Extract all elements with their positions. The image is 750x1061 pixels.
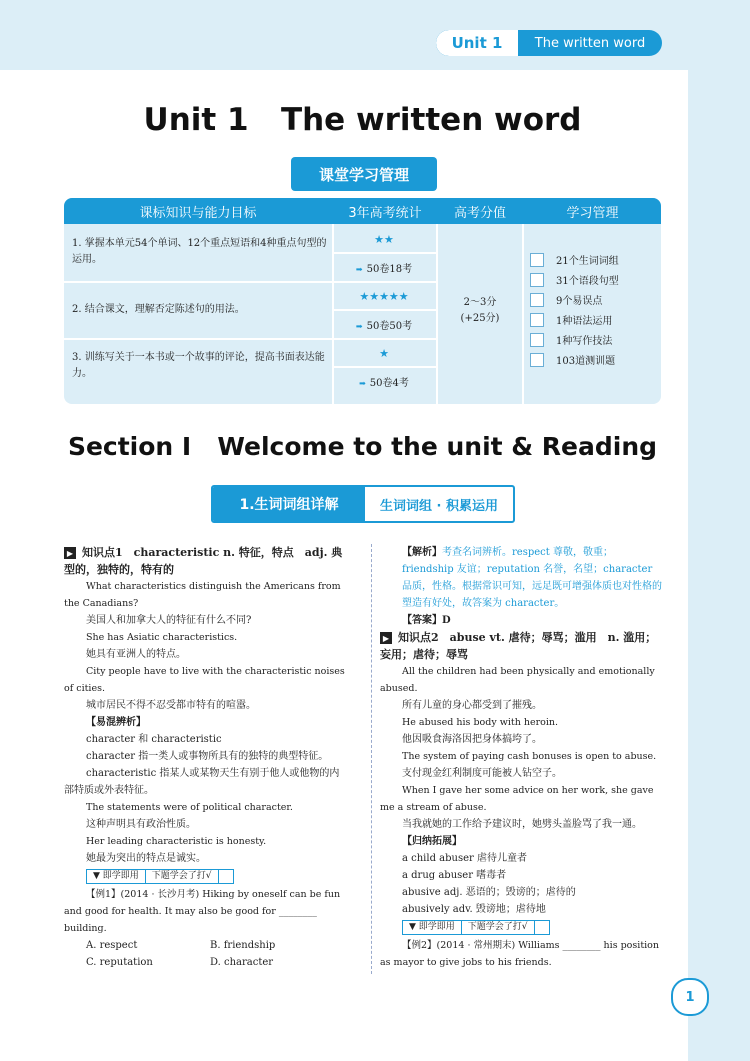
knowledge-point-1: [64, 544, 348, 578]
right-strip: [688, 0, 750, 1061]
exam-count-text: 50卷50考: [366, 321, 413, 332]
arrow-icon: ➡: [355, 265, 363, 274]
example-sentence: All the children had been physically and emotionally abused.: [380, 666, 655, 694]
knowledge-point-2: [380, 629, 664, 663]
expand-line: abusively adv. 毁谤地；虐待地: [402, 904, 546, 915]
star-rating: ★: [379, 347, 389, 360]
answer: 【答案】D: [402, 615, 451, 626]
unit-header-pill: [436, 30, 662, 56]
practice-label: ▼ 即学即用: [86, 869, 146, 884]
example-question: 【例2】(2014 · 常州期末) Williams ________ his position as mayor to give jobs to his friends.: [380, 940, 660, 968]
divider: [332, 366, 436, 368]
divider: [64, 281, 436, 283]
unit-tag: Unit 1: [436, 30, 518, 56]
goal-text: 1. 掌握本单元54个单词、12个重点短语和4种重点句型的运用。: [72, 238, 327, 265]
column-divider: [371, 544, 373, 974]
checkbox[interactable]: [530, 293, 544, 307]
example-sentence: What characteristics distinguish the Americans from the Canadians?: [64, 581, 341, 609]
management-item[interactable]: [530, 292, 660, 307]
page-number: 1: [671, 978, 709, 1016]
checkbox[interactable]: [530, 313, 544, 327]
management-item[interactable]: [530, 252, 660, 267]
translation: 美国人和加拿大人的特征有什么不同?: [86, 615, 252, 626]
kp2-text: 知识点2 abuse vt. 虐待；辱骂；滥用 n. 滥用；妄用；虐待；辱骂: [380, 631, 657, 661]
right-column: [380, 544, 664, 971]
col-header-stats: 3年高考统计: [348, 205, 422, 221]
confuse-line: 她最为突出的特点是诚实。: [86, 853, 206, 864]
star-rating: ★★★★★: [359, 290, 409, 303]
goal-text: 3. 训练写关于一本书或一个故事的评论，提高书面表达能力。: [72, 352, 325, 379]
confuse-line: Her leading characteristic is honesty.: [86, 836, 267, 847]
management-item[interactable]: [530, 272, 660, 287]
vocab-banner-left: 1.生词词组详解: [213, 487, 365, 521]
confuse-line: characteristic 指某人或某物天生有别于他人或他物的内部特质或外表特征。: [64, 768, 340, 796]
score-range: 2～3分: [463, 297, 497, 308]
management-label: 1种写作技法: [556, 336, 613, 347]
confuse-line: The statements were of political character.: [86, 802, 293, 813]
example-sentence: The system of paying cash bonuses is open to abuse.: [402, 751, 657, 762]
example-sentence: He abused his body with heroin.: [402, 717, 559, 728]
arrow-icon: ➡: [359, 379, 366, 388]
vocab-banner-right: 生词词组 · 积累运用: [380, 498, 498, 514]
col-header-goal: 课标知识与能力目标: [139, 205, 257, 221]
confuse-line: 这种声明具有政治性质。: [86, 819, 196, 830]
analysis-label: 【解析】: [402, 547, 442, 558]
option-a[interactable]: A. respect: [86, 940, 138, 951]
expand-line: a child abuser 虐待儿童者: [402, 853, 527, 864]
score-extra: (+25分): [460, 313, 500, 324]
practice-hint: 下题学会了打√: [146, 869, 219, 884]
translation: 城市居民不得不忍受都市特有的喧嚣。: [86, 700, 256, 711]
practice-bar: [402, 920, 664, 935]
exam-count-text: 50卷18考: [366, 264, 413, 275]
divider: [332, 309, 436, 311]
play-icon: ▶: [64, 547, 76, 559]
star-rating: ★★: [374, 233, 394, 246]
score-value: [438, 295, 522, 327]
learning-table: [64, 198, 661, 404]
goal-text: 2. 结合课文，理解否定陈述句的用法。: [72, 304, 245, 315]
management-item[interactable]: [530, 352, 660, 367]
exam-count: [336, 374, 432, 389]
exam-count: [336, 260, 432, 275]
option-d[interactable]: D. character: [210, 957, 274, 968]
divider: [332, 252, 436, 254]
analysis: [380, 544, 664, 612]
confuse-line: character 指一类人或事物所具有的独特的典型特征。: [86, 751, 329, 762]
practice-bar: [86, 869, 348, 884]
col-header-score: 高考分值: [453, 205, 506, 221]
management-label: 9个易误点: [556, 296, 603, 307]
translation: 所有儿童的身心都受到了摧残。: [402, 700, 542, 711]
confuse-label: 【易混辨析】: [86, 717, 146, 728]
management-item[interactable]: [530, 312, 660, 327]
unit-title-tag: The written word: [534, 35, 646, 51]
divider: [332, 224, 334, 404]
section-title: Section Ⅰ Welcome to the unit & Reading: [67, 432, 658, 461]
example-sentence: City people have to live with the characteristic noises of cities.: [64, 666, 345, 694]
checkbox[interactable]: [530, 353, 544, 367]
management-label: 103道测训题: [556, 356, 616, 367]
arrow-icon: ➡: [355, 322, 363, 331]
management-label: 1种语法运用: [556, 316, 613, 327]
practice-checkbox[interactable]: [219, 869, 234, 884]
expand-line: abusive adj. 恶语的；毁谤的；虐待的: [402, 887, 576, 898]
example-sentence: She has Asiatic characteristics.: [86, 632, 238, 643]
options: [64, 954, 348, 971]
practice-label: ▼ 即学即用: [402, 920, 462, 935]
management-item[interactable]: [530, 332, 660, 347]
translation: 支付现金红利制度可能被人钻空子。: [402, 768, 562, 779]
translation: 她具有亚洲人的特点。: [86, 649, 186, 660]
practice-checkbox[interactable]: [535, 920, 550, 935]
divider: [522, 224, 524, 404]
option-c[interactable]: C. reputation: [86, 957, 153, 968]
page-title: Unit 1 The written word: [143, 102, 582, 138]
exam-count-text: 50卷4考: [369, 378, 409, 389]
col-header-management: 学习管理: [566, 205, 619, 221]
management-label: 21个生词词组: [556, 256, 619, 267]
exam-count: [336, 317, 432, 332]
divider: [64, 338, 436, 340]
example-sentence: When I gave her some advice on her work, she gave me a stream of abuse.: [380, 785, 654, 813]
play-icon: ▶: [380, 632, 392, 644]
kp1-text: 知识点1 characteristic n. 特征，特点 adj. 典型的，独特的，特有的: [64, 546, 343, 576]
analysis-text: 考查名词辨析。respect 尊敬，敬重；friendship 友谊；reputation 名誉，名望；character 品质，性格。根据常识可知，远足既可增强体质也对性格的塑造有好处，故答案为 character。: [402, 547, 662, 609]
vocab-banner: [211, 485, 515, 523]
checkbox[interactable]: [530, 333, 544, 347]
checkbox[interactable]: [530, 273, 544, 287]
option-b[interactable]: B. friendship: [210, 940, 276, 951]
translation: 他因吸食海洛因把身体搞垮了。: [402, 734, 542, 745]
translation: 当我就她的工作给予建议时，她劈头盖脸骂了我一通。: [402, 819, 642, 830]
confuse-line: character 和 characteristic: [86, 734, 222, 745]
practice-hint: 下题学会了打√: [462, 920, 535, 935]
left-column: [64, 544, 348, 971]
checkbox[interactable]: [530, 253, 544, 267]
example-question: 【例1】(2014 · 长沙月考) Hiking by oneself can be fun and good for health. It may also be good for ________ building.: [64, 889, 341, 934]
expand-line: a drug abuser 嗜毒者: [402, 870, 507, 881]
management-label: 31个语段句型: [556, 276, 619, 287]
section-badge: 课堂学习管理: [291, 157, 437, 191]
expand-label: 【归纳拓展】: [402, 836, 462, 847]
options: [64, 937, 348, 954]
